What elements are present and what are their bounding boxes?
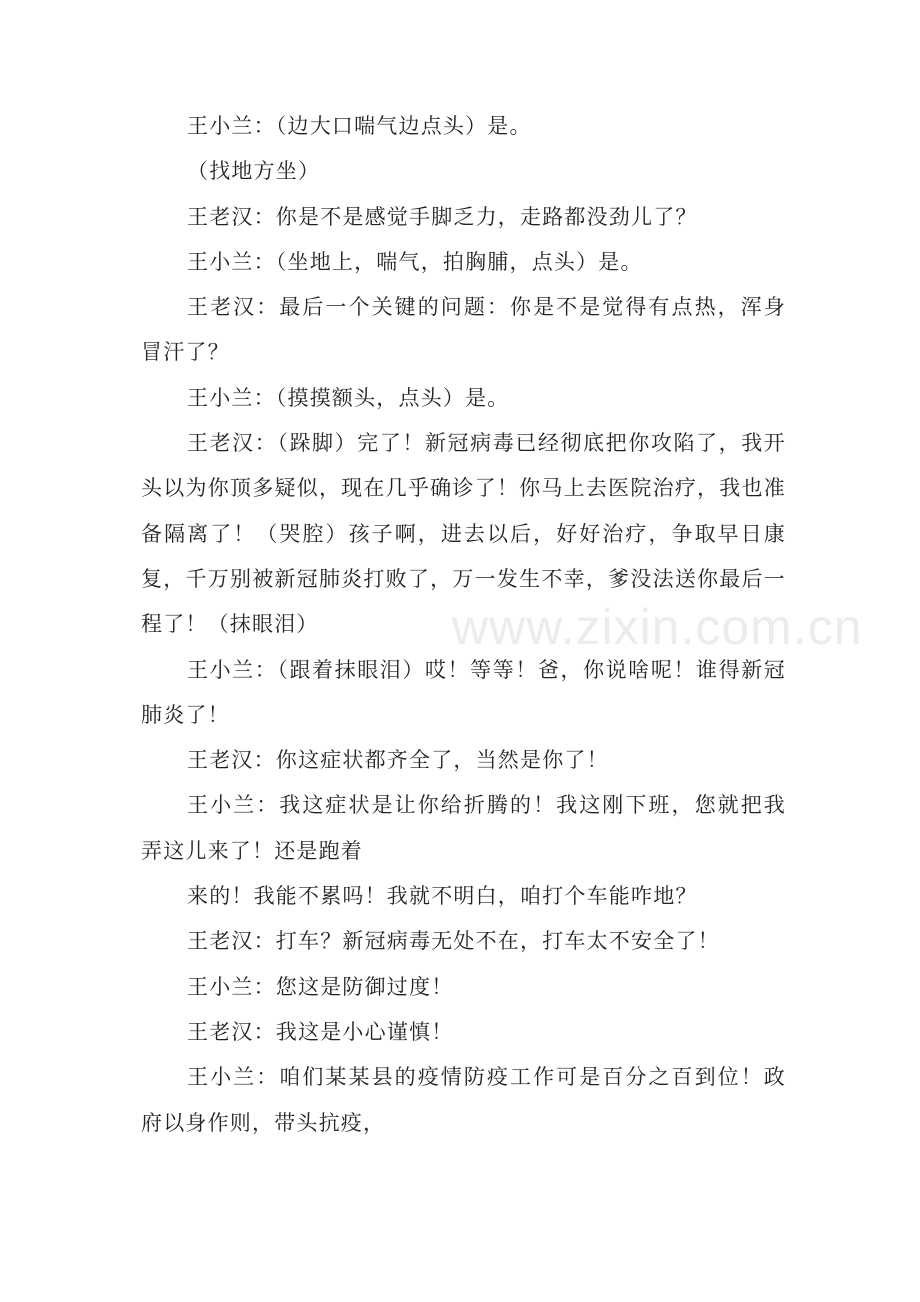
dialogue-line: 王小兰：（边大口喘气边点头）是。 [187, 114, 532, 138]
watermark: www.zixin.com.cn [452, 599, 863, 655]
dialogue-line: 王小兰：我这症状是让你给折腾的！我这刚下班，您就把我弄这儿来了！还是跑着 [141, 793, 786, 863]
dialogue-line: 王老汉：打车？新冠病毒无处不在，打车太不安全了！ [187, 929, 720, 954]
dialogue-line: 王老汉：最后一个关键的问题：你是不是觉得有点热，浑身冒汗了？ [141, 295, 786, 365]
dialogue-line: 王小兰：（摸摸额头，点头）是。 [187, 385, 510, 410]
dialogue-line: 王小兰：（坐地上，喘气，拍胸脯，点头）是。 [187, 249, 643, 274]
stage-direction: （找地方坐） [187, 159, 321, 184]
dialogue-line: 王小兰：您这是防御过度！ [187, 974, 454, 999]
dialogue-line: 王老汉：你这症状都齐全了，当然是你了！ [187, 748, 609, 773]
dialogue-line: 王小兰：咱们某某县的疫情防疫工作可是百分之百到位！政府以身作则，带头抗疫， [141, 1065, 786, 1135]
dialogue-continuation: 来的！我能不累吗！我就不明白，咱打个车能咋地？ [187, 884, 698, 909]
dialogue-line: 王老汉：（跺脚）完了！新冠病毒已经彻底把你攻陷了，我开头以为你顶多疑似，现在几乎确诊了！你马上去医院治疗，我也准备隔离了！（哭腔）孩子啊，进去以后，好好治疗，争取早日康复，千万别被新冠肺炎打败了，万一发生不幸，爹没法送你最后一程了！（抹眼泪） [141, 431, 786, 637]
dialogue-line: 王老汉：我这是小心谨慎！ [187, 1019, 454, 1044]
dialogue-line: 王小兰：（跟着抹眼泪）哎！等等！爸，你说啥呢！谁得新冠肺炎了！ [141, 657, 786, 727]
dialogue-line: 王老汉：你是不是感觉手脚乏力，走路都没劲儿了？ [187, 204, 698, 229]
